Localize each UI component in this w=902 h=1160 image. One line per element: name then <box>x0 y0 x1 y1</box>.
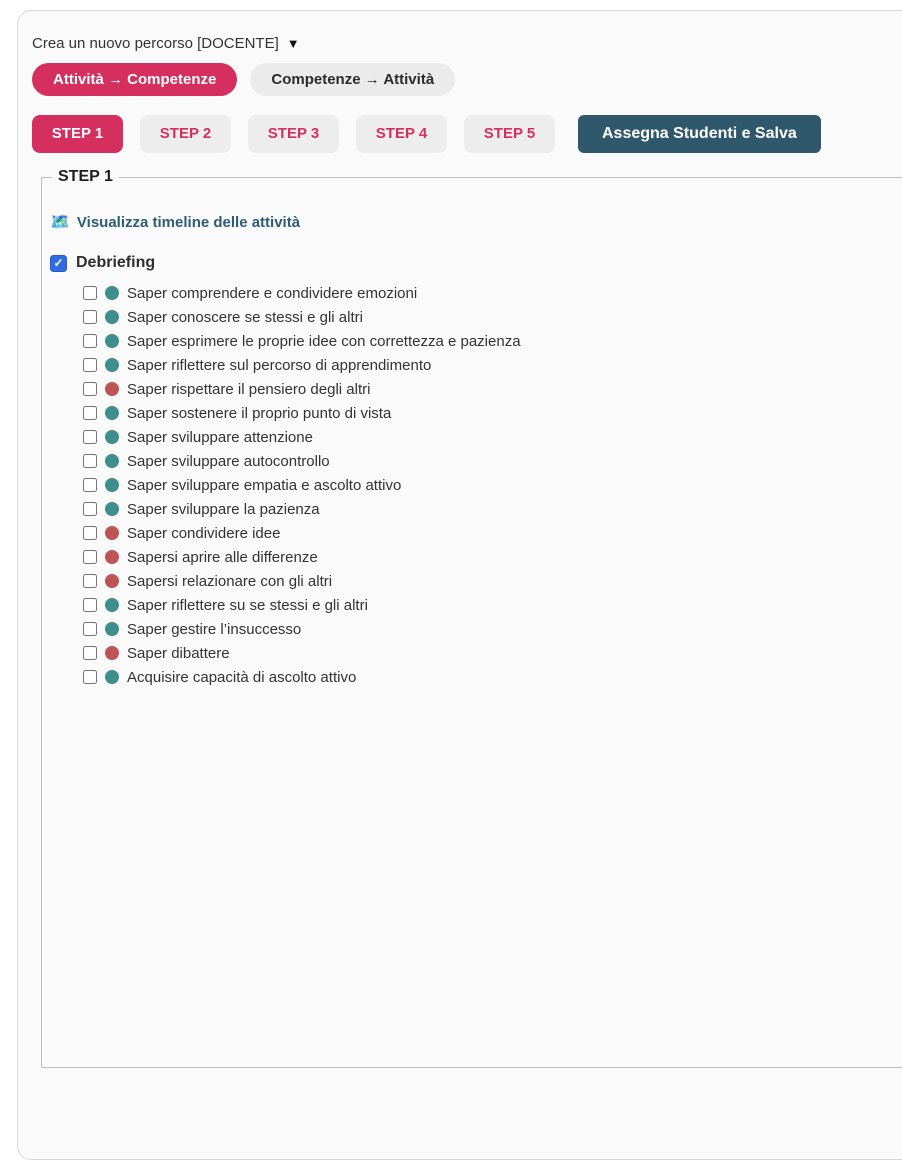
teal-dot-icon <box>105 358 119 372</box>
teal-dot-icon <box>105 622 119 636</box>
teal-dot-icon <box>105 430 119 444</box>
competency-row <box>83 545 902 569</box>
competency-label: Sapersi aprire alle differenze <box>127 548 318 566</box>
competency-row <box>83 497 902 521</box>
tab-competenze-attivita[interactable]: Competenze → Attività <box>250 63 455 96</box>
competency-checkbox[interactable] <box>83 574 97 588</box>
competency-row <box>83 641 902 665</box>
debriefing-label: Debriefing <box>76 254 156 271</box>
competency-row <box>83 425 902 449</box>
step-buttons <box>32 115 902 153</box>
competency-label: Saper sviluppare empatia e ascolto attivo <box>127 476 402 494</box>
competency-checkbox[interactable] <box>83 406 97 420</box>
page-title: Crea un nuovo percorso [DOCENTE] <box>32 35 279 52</box>
chevron-down-icon[interactable]: ▼ <box>286 36 300 51</box>
competency-checkbox[interactable] <box>83 502 97 516</box>
competency-row <box>83 617 902 641</box>
competency-list <box>83 281 902 689</box>
competency-checkbox[interactable] <box>83 622 97 636</box>
tab-attivita-competenze[interactable]: Attività → Competenze <box>32 63 237 96</box>
red-dot-icon <box>105 526 119 540</box>
red-dot-icon <box>105 382 119 396</box>
competency-checkbox[interactable] <box>83 550 97 564</box>
competency-row <box>83 521 902 545</box>
teal-dot-icon <box>105 454 119 468</box>
teal-dot-icon <box>105 478 119 492</box>
red-dot-icon <box>105 646 119 660</box>
create-path-card <box>17 10 902 1160</box>
teal-dot-icon <box>105 502 119 516</box>
competency-label: Saper esprimere le proprie idee con correttezza e pazienza <box>127 332 521 350</box>
step-1-panel-legend: STEP 1 <box>58 168 113 185</box>
teal-dot-icon <box>105 406 119 420</box>
competency-row <box>83 449 902 473</box>
red-dot-icon <box>105 550 119 564</box>
competency-label: Saper riflettere sul percorso di apprendimento <box>127 356 432 374</box>
page-title-row <box>32 35 902 52</box>
competency-checkbox[interactable] <box>83 670 97 684</box>
competency-row <box>83 281 902 305</box>
competency-row <box>83 593 902 617</box>
competency-label: Acquisire capacità di ascolto attivo <box>127 668 357 686</box>
competency-row <box>83 377 902 401</box>
world-map-icon: 🗺️ <box>50 214 70 231</box>
competency-row <box>83 329 902 353</box>
competency-label: Saper condividere idee <box>127 524 281 542</box>
competency-checkbox[interactable] <box>83 646 97 660</box>
competency-checkbox[interactable] <box>83 526 97 540</box>
red-dot-icon <box>105 574 119 588</box>
competency-checkbox[interactable] <box>83 598 97 612</box>
competency-label: Saper gestire l’insuccesso <box>127 620 302 638</box>
teal-dot-icon <box>105 598 119 612</box>
competency-label: Saper riflettere su se stessi e gli altri <box>127 596 368 614</box>
competency-checkbox[interactable] <box>83 454 97 468</box>
competency-row <box>83 353 902 377</box>
competency-checkbox[interactable] <box>83 478 97 492</box>
mode-tabs <box>32 63 902 96</box>
competency-label: Saper sviluppare la pazienza <box>127 500 320 518</box>
teal-dot-icon <box>105 286 119 300</box>
competency-label: Saper dibattere <box>127 644 230 662</box>
competency-label: Saper sostenere il proprio punto di vista <box>127 404 392 422</box>
step-3-button[interactable]: STEP 3 <box>248 115 339 153</box>
competency-checkbox[interactable] <box>83 310 97 324</box>
step-2-button[interactable]: STEP 2 <box>140 115 231 153</box>
teal-dot-icon <box>105 334 119 348</box>
teal-dot-icon <box>105 670 119 684</box>
competency-label: Saper rispettare il pensiero degli altri <box>127 380 371 398</box>
teal-dot-icon <box>105 310 119 324</box>
step-1-button[interactable]: STEP 1 <box>32 115 123 153</box>
step-1-panel <box>41 168 902 1068</box>
activity-row-debriefing <box>50 254 902 272</box>
competency-row <box>83 305 902 329</box>
competency-label: Saper sviluppare attenzione <box>127 428 313 446</box>
competency-label: Saper comprendere e condividere emozioni <box>127 284 418 302</box>
competency-row <box>83 665 902 689</box>
timeline-link-label: Visualizza timeline delle attività <box>76 213 301 231</box>
competency-checkbox[interactable] <box>83 334 97 348</box>
competency-checkbox[interactable] <box>83 358 97 372</box>
competency-checkbox[interactable] <box>83 430 97 444</box>
competency-label: Saper sviluppare autocontrollo <box>127 452 330 470</box>
step-4-button[interactable]: STEP 4 <box>356 115 447 153</box>
debriefing-checkbox[interactable]: ✓ <box>50 255 67 272</box>
step-5-button[interactable]: STEP 5 <box>464 115 555 153</box>
competency-label: Saper conoscere se stessi e gli altri <box>127 308 363 326</box>
competency-label: Sapersi relazionare con gli altri <box>127 572 333 590</box>
competency-checkbox[interactable] <box>83 382 97 396</box>
competency-row <box>83 473 902 497</box>
assign-students-save-button[interactable]: Assegna Studenti e Salva <box>578 115 821 153</box>
competency-row <box>83 401 902 425</box>
competency-checkbox[interactable] <box>83 286 97 300</box>
competency-row <box>83 569 902 593</box>
timeline-link[interactable] <box>50 212 902 232</box>
